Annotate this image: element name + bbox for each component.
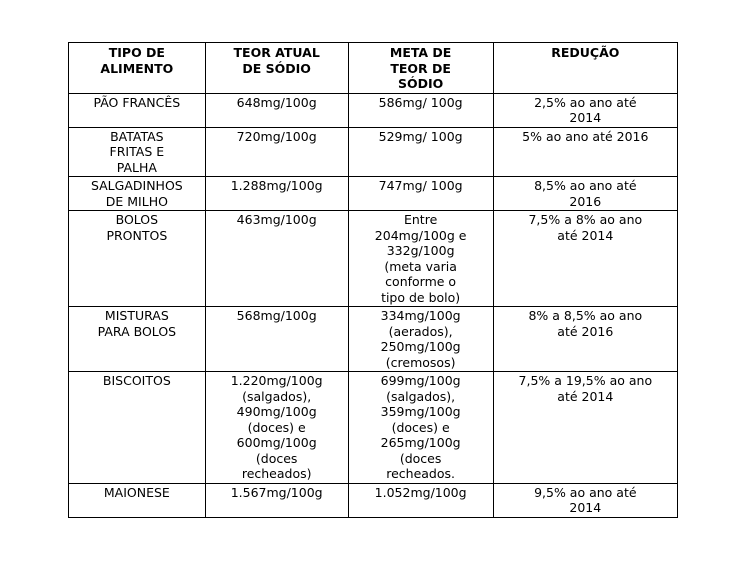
cell-line: até 2014 [557,227,614,243]
cell-line: 250mg/100g [380,339,461,354]
cell-current-sodium [205,483,348,517]
cell-reduction [493,211,677,307]
cell-line: SALGADINHOS [90,178,183,193]
cell-line: 2014 [569,500,602,515]
cell-line: recheados. [386,466,456,481]
sodium-reduction-table [68,42,678,518]
cell-reduction [493,177,677,211]
header-sodium-target [348,43,493,94]
cell-line: (meta varia [384,258,457,274]
cell-food-type [69,211,206,307]
cell-line: 490mg/100g [236,404,317,419]
cell-reduction [493,483,677,517]
cell-line: FRITAS E [109,144,165,159]
cell-line: 332g/100g [386,243,455,258]
cell-line: 568mg/100g [236,308,317,323]
header-line: DE SÓDIO [242,60,311,76]
cell-reduction [493,372,677,484]
cell-line: recheados) [241,466,312,481]
cell-current-sodium [205,93,348,127]
cell-line: (doces [399,450,442,466]
cell-sodium-target [348,127,493,177]
cell-line: tipo de bolo) [381,289,461,305]
cell-food-type [69,372,206,484]
table-row [69,93,678,127]
header-line: META DE [389,45,452,60]
cell-current-sodium [205,372,348,484]
header-current-sodium [205,43,348,94]
cell-line: 7,5% a 19,5% ao ano [518,373,653,388]
cell-sodium-target [348,372,493,484]
cell-reduction [493,93,677,127]
cell-line: 463mg/100g [236,212,317,227]
cell-line: 720mg/100g [236,128,317,144]
table-row [69,211,678,307]
cell-food-type [69,93,206,127]
header-line: REDUÇÃO [551,45,620,60]
cell-line: 204mg/100g e [374,227,467,243]
cell-sodium-target [348,307,493,372]
header-line: TIPO DE [108,45,165,60]
table-row [69,307,678,372]
cell-line: até 2016 [557,323,614,339]
cell-line: 699mg/100g [380,373,461,388]
cell-line: (salgados), [242,388,312,404]
cell-line: 1.052mg/100g [374,484,467,500]
cell-line: MAIONESE [103,484,170,500]
header-line: TEOR DE [390,60,451,76]
cell-current-sodium [205,127,348,177]
cell-line: PARA BOLOS [97,323,177,339]
cell-line: PALHA [116,159,157,175]
cell-current-sodium [205,307,348,372]
cell-food-type [69,127,206,177]
cell-line: 1.288mg/100g [230,178,323,193]
cell-line: conforme o [385,274,457,289]
cell-line: 529mg/ 100g [378,128,463,144]
cell-reduction [493,307,677,372]
cell-line: MISTURAS [104,308,169,323]
cell-line: 265mg/100g [380,435,461,450]
cell-line: Entre [403,212,438,227]
table-row [69,127,678,177]
cell-line: 586mg/ 100g [378,94,463,110]
cell-line: PRONTOS [106,227,168,243]
header-row [69,43,678,94]
cell-line: BISCOITOS [102,373,171,388]
cell-food-type [69,483,206,517]
cell-line: 359mg/100g [380,404,461,419]
table-row [69,483,678,517]
cell-current-sodium [205,211,348,307]
cell-line: (doces [255,450,298,466]
cell-line: 5% ao ano até 2016 [522,128,649,144]
cell-line: (aerados), [388,323,453,339]
cell-line: 600mg/100g [236,435,317,450]
header-reduction [493,43,677,94]
cell-reduction [493,127,677,177]
cell-line: DE MILHO [105,193,168,209]
cell-line: 2014 [569,110,602,125]
cell-sodium-target [348,483,493,517]
cell-line: 8,5% ao ano até [534,178,637,193]
header-line: TEOR ATUAL [233,45,320,60]
cell-food-type [69,307,206,372]
cell-line: 1.567mg/100g [230,484,323,500]
cell-sodium-target [348,211,493,307]
cell-line: 9,5% ao ano até [534,484,637,500]
cell-line: 747mg/ 100g [378,178,463,193]
cell-line: BATATAS [110,128,164,144]
cell-line: 1.220mg/100g [230,373,323,388]
table-body [69,93,678,517]
table-row [69,177,678,211]
cell-line: até 2014 [557,388,614,404]
cell-line: 2,5% ao ano até [534,94,637,110]
cell-line: 7,5% a 8% ao ano [528,212,643,227]
table-row [69,372,678,484]
cell-line: (doces) e [391,419,450,435]
cell-line: BOLOS [115,212,159,227]
cell-sodium-target [348,93,493,127]
cell-current-sodium [205,177,348,211]
cell-line: (salgados), [386,388,456,404]
cell-line: 334mg/100g [380,308,461,323]
header-food-type [69,43,206,94]
cell-line: (cremosos) [385,354,456,370]
cell-line: PÃO FRANCÊS [93,94,181,110]
cell-line: 648mg/100g [236,94,317,110]
cell-line: (doces) e [247,419,306,435]
header-line: SÓDIO [397,76,444,91]
cell-line: 2016 [569,193,602,209]
cell-sodium-target [348,177,493,211]
cell-line: 8% a 8,5% ao ano [528,308,643,323]
cell-food-type [69,177,206,211]
header-line: ALIMENTO [100,60,174,76]
